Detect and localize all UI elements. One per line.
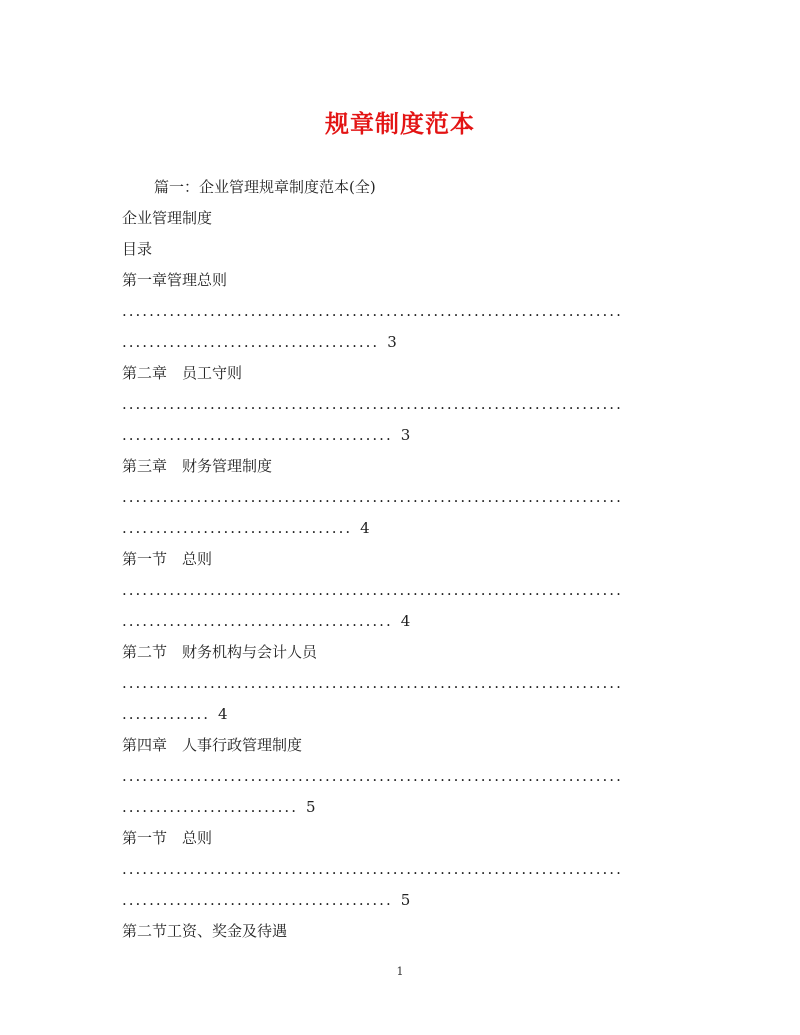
toc-dot-leader: .......................................................................... [122,395,623,413]
toc-entry [122,269,682,362]
page-number: 1 [396,965,404,978]
toc-dot-leader-tail: .......................... [122,798,298,816]
toc-dot-leader-end [122,610,682,641]
toc-dot-leader: .......................................................................... [122,674,623,692]
toc-page-number: 5 [305,798,316,816]
toc-dot-leader-end [122,889,682,920]
toc-dot-leader-tail: ...................................... [122,333,380,351]
toc-page-number: 5 [400,891,411,909]
toc-dot-leader-end [122,424,682,455]
subtitle-line: 企业管理制度 [122,209,213,227]
toc-page-number: 3 [387,333,397,351]
toc-dot-leader-end [122,331,682,362]
toc-entry-heading: 第二章 员工守则 [122,364,243,382]
toc-page-number: 4 [400,612,411,630]
toc-dot-leader-tail: ........................................ [122,612,393,630]
toc-page-number: 4 [218,705,228,723]
toc-entry [122,734,682,827]
toc-page-number: 4 [360,519,370,537]
document-body [122,176,682,951]
toc-entry-heading: 第四章 人事行政管理制度 [122,736,303,754]
toc-label: 目录 [122,240,153,258]
toc-dot-leader-end [122,796,682,827]
toc-dot-leader: .......................................................................... [122,302,623,320]
toc-entry-heading: 第三章 财务管理制度 [122,457,273,475]
toc-entry-heading: 第一节 总则 [122,550,213,568]
document-title: 规章制度范本 [325,109,475,138]
toc-page-number: 3 [400,426,411,444]
toc-entry [122,455,682,548]
toc-entry-heading: 第一章管理总则 [122,271,228,289]
toc-entry [122,362,682,455]
toc-entry [122,827,682,920]
intro-line: 篇一：企业管理规章制度范本(全) [154,178,376,196]
toc-entry-heading-last: 第二节工资、奖金及待遇 [122,922,288,940]
toc-entry-heading: 第一节 总则 [122,829,213,847]
toc-dot-leader-tail: ............. [122,705,210,723]
toc-dot-leader-tail: ........................................ [122,891,393,909]
toc-entry [122,641,682,734]
toc-dot-leader-tail: ........................................ [122,426,393,444]
toc-dot-leader-tail: .................................. [122,519,353,537]
toc-entry-heading: 第二节 财务机构与会计人员 [122,643,318,661]
toc-dot-leader: .......................................................................... [122,581,623,599]
toc-entry [122,548,682,641]
toc-dot-leader-end [122,703,682,734]
toc-dot-leader: .......................................................................... [122,488,623,506]
toc-dot-leader: .......................................................................... [122,860,623,878]
toc-dot-leader-end [122,517,682,548]
toc-dot-leader: .......................................................................... [122,767,623,785]
